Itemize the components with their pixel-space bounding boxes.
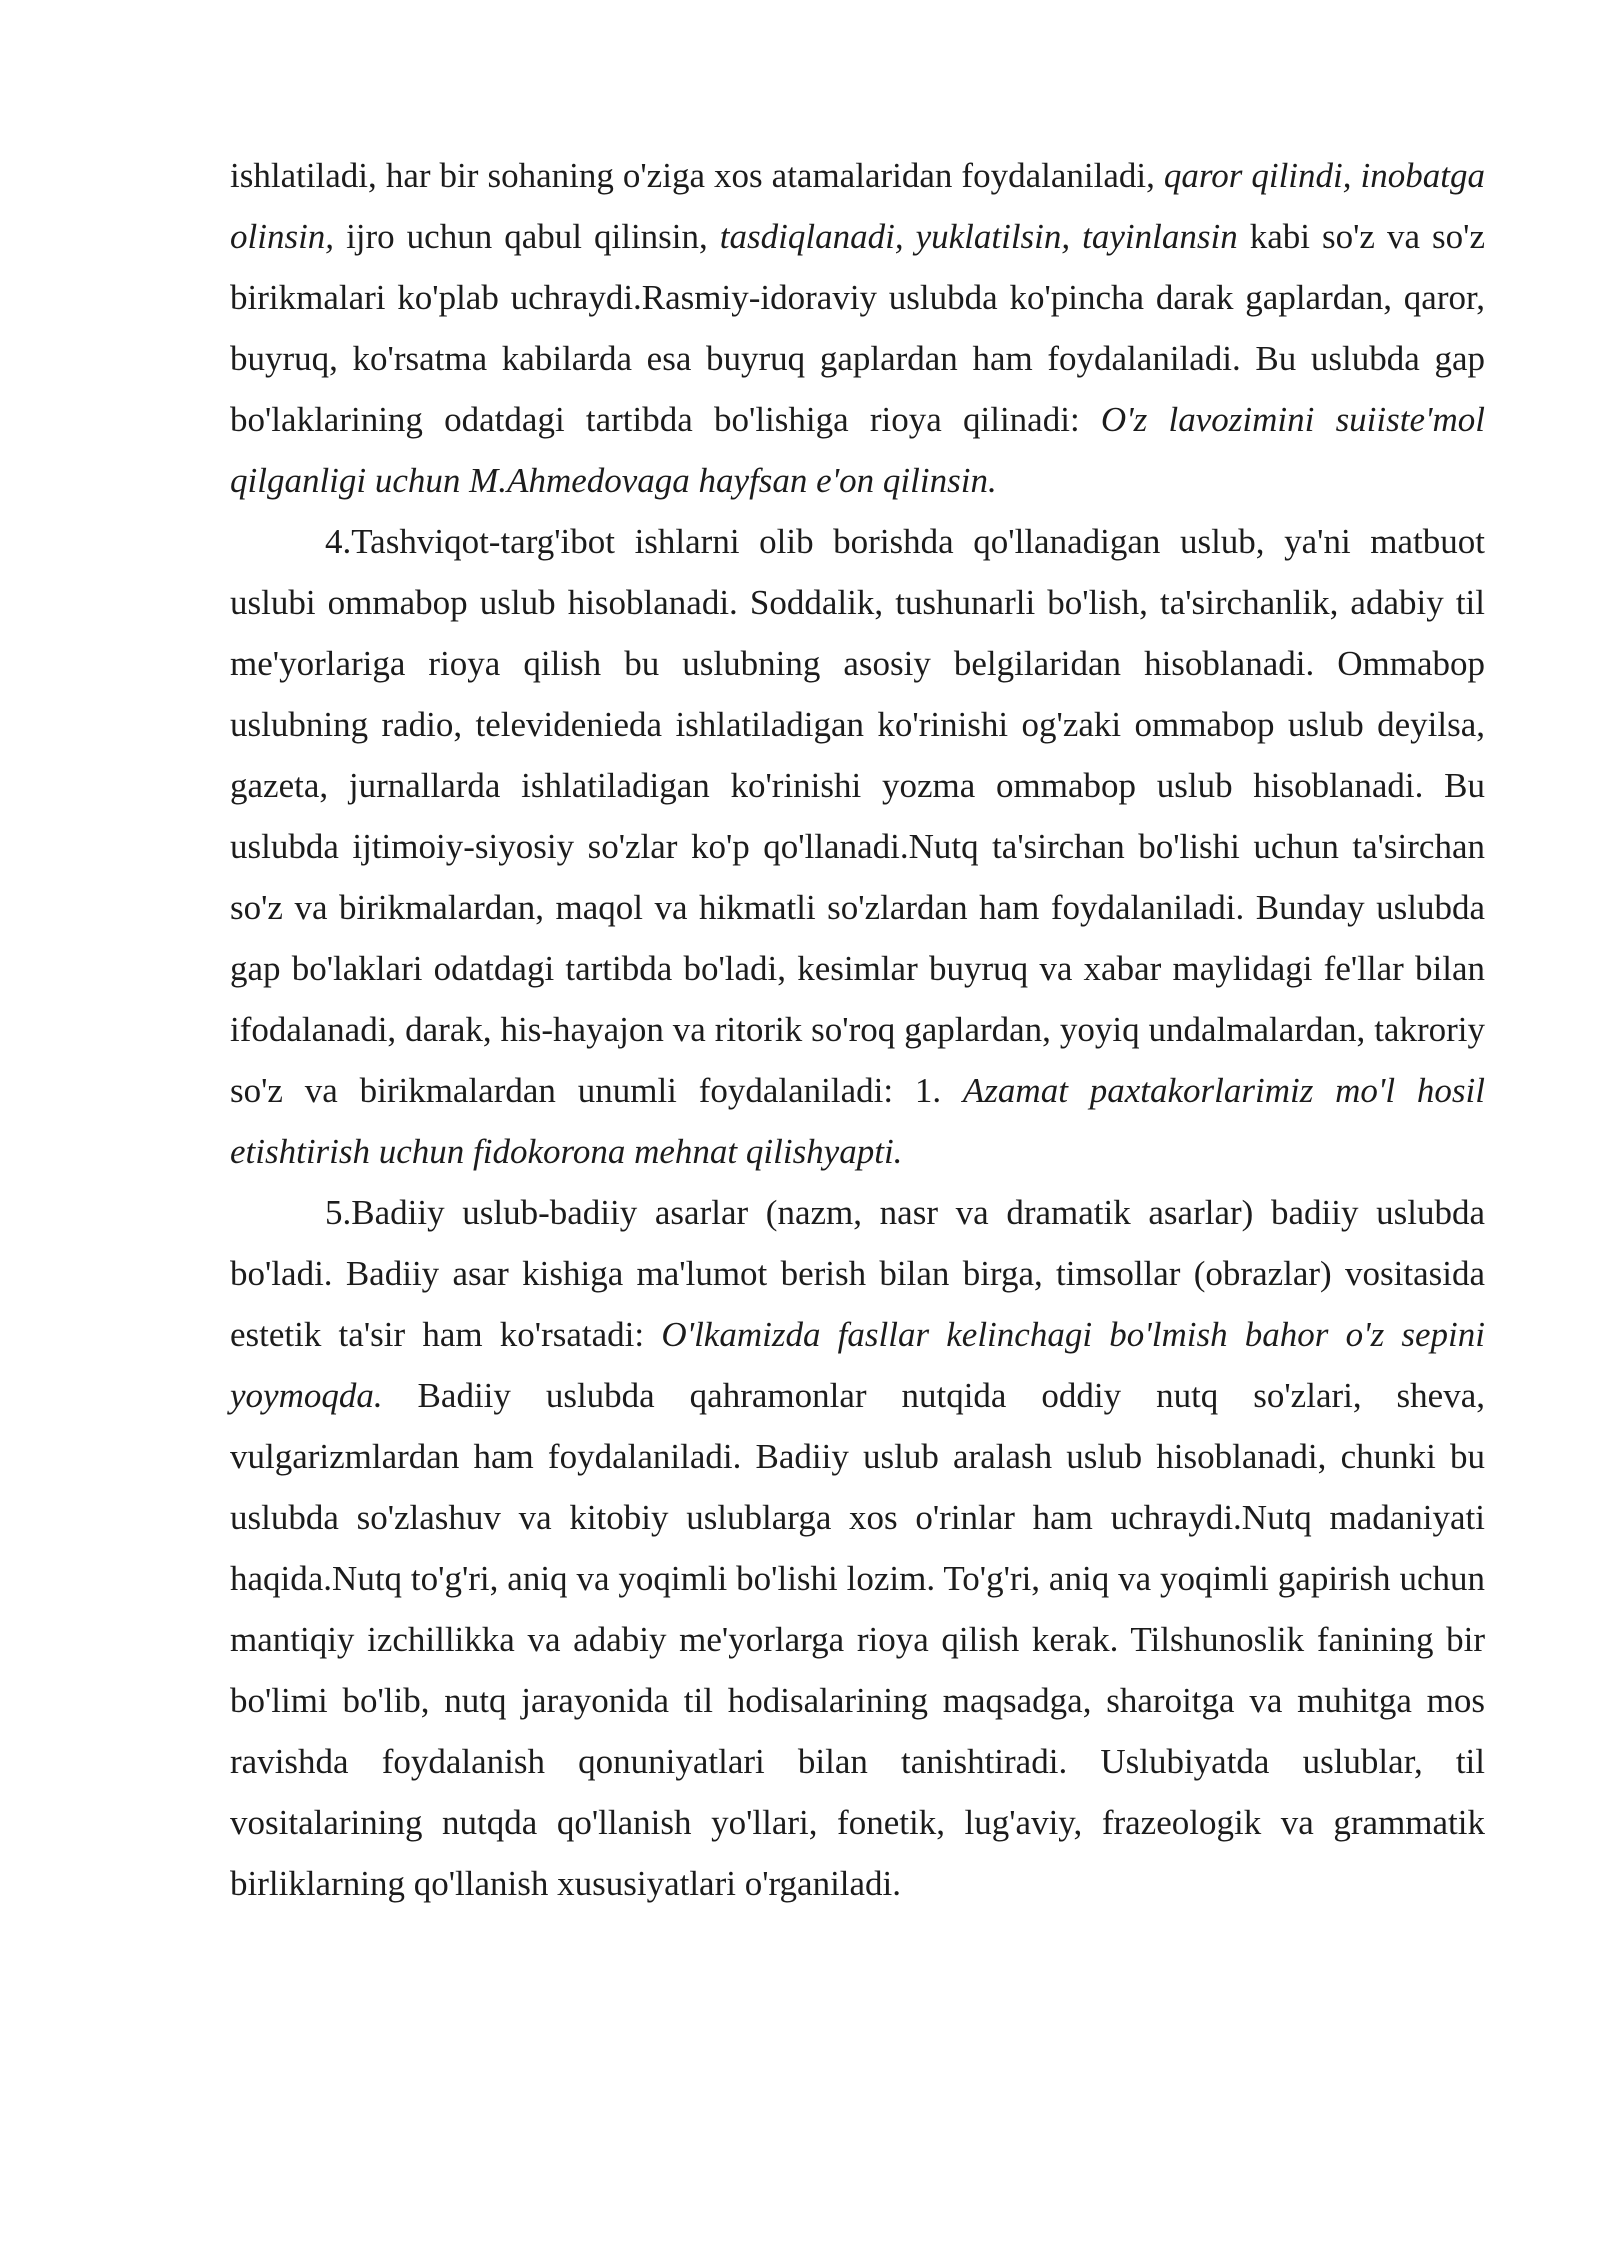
paragraph-section-4	[230, 511, 1485, 1182]
text-run: 4.Tashviqot-targ'ibot ishlarni olib borishda qo'llanadigan uslub, ya'ni matbuot uslubi ommabop uslub hisoblanadi. Soddalik, tushunarli bo'lish, ta'sirchanlik, adabiy til me'yorlariga rioya qilish bu uslubning asosiy belgilaridan hisoblanadi. Ommabop uslubning radio, televidenieda ishlatiladigan ko'rinishi og'zaki ommabop uslub deyilsa, gazeta, jurnallarda ishlatiladigan ko'rinishi yozma ommabop uslub hisoblanadi. Bu uslubda ijtimoiy-siyosiy so'zlar ko'p qo'llanadi.Nutq ta'sirchan bo'lishi uchun ta'sirchan so'z va birikmalardan, maqol va hikmatli so'zlardan ham foydalaniladi. Bunday uslubda gap bo'laklari odatdagi tartibda bo'ladi, kesimlar buyruq va xabar maylidagi fe'llar bilan ifodalanadi, darak, his-hayajon va ritorik so'roq gaplardan, yoyiq undalmalardan, takroriy so'z va birikmalardan unumli foydalaniladi: 1.	[230, 522, 1485, 1110]
paragraph	[230, 145, 1485, 511]
document-page	[230, 145, 1485, 1914]
text-run: ishlatiladi, har bir sohaning o'ziga xos atamalaridan foydalaniladi,	[230, 156, 1164, 195]
italic-example-text: Azamat paxtakorlarimiz mo'l hosil etishtirish uchun fidokorona mehnat qilishyapti.	[230, 1071, 1485, 1171]
italic-example-text: tasdiqlanadi, yuklatilsin, tayinlansin	[719, 217, 1238, 256]
text-run: ijro uchun qabul qilinsin,	[334, 217, 720, 256]
text-run: Badiiy uslubda qahramonlar nutqida oddiy nutq so'zlari, sheva, vulgarizmlardan ham foydalaniladi. Badiiy uslub aralash uslub hisoblanadi, chunki bu uslubda so'zlashuv va kitobiy uslublarga xos o'rinlar ham uchraydi.Nutq madaniyati haqida.Nutq to'g'ri, aniq va yoqimli bo'lishi lozim. To'g'ri, aniq va yoqimli gapirish uchun mantiqiy izchillikka va adabiy me'yorlarga rioya qilish kerak. Tilshunoslik fanining bir bo'limi bo'lib, nutq jarayonida til hodisalarining maqsadga, sharoitga va muhitga mos ravishda foydalanish qonuniyatlari bilan tanishtiradi. Uslubiyatda uslublar, til vositalarining nutqda qo'llanish yo'llari, fonetik, lug'aviy, frazeologik va grammatik birliklarning qo'llanish xususiyatlari o'rganiladi.	[230, 1376, 1485, 1903]
paragraph-section-5	[230, 1182, 1485, 1914]
italic-example-text: qaror qilindi, inobatga olinsin,	[230, 156, 1485, 256]
italic-example-text: O'lkamizda fasllar kelinchagi bo'lmish bahor o'z sepini yoymoqda.	[230, 1315, 1485, 1415]
text-run: kabi so'z va so'z birikmalari ko'plab uchraydi.Rasmiy-idoraviy uslubda ko'pincha darak gaplardan, qaror, buyruq, ko'rsatma kabilarda esa buyruq gaplardan ham foydalaniladi. Bu uslubda gap bo'laklarining odatdagi tartibda bo'lishiga rioya qilinadi:	[230, 217, 1485, 439]
italic-example-text: O'z lavozimini suiiste'mol qilganligi uchun M.Ahmedovaga hayfsan e'on qilinsin.	[230, 400, 1485, 500]
text-run: 5.Badiiy uslub-badiiy asarlar (nazm, nasr va dramatik asarlar) badiiy uslubda bo'ladi. Badiiy asar kishiga ma'lumot berish bilan birga, timsollar (obrazlar) vositasida estetik ta'sir ham ko'rsatadi:	[230, 1193, 1485, 1354]
